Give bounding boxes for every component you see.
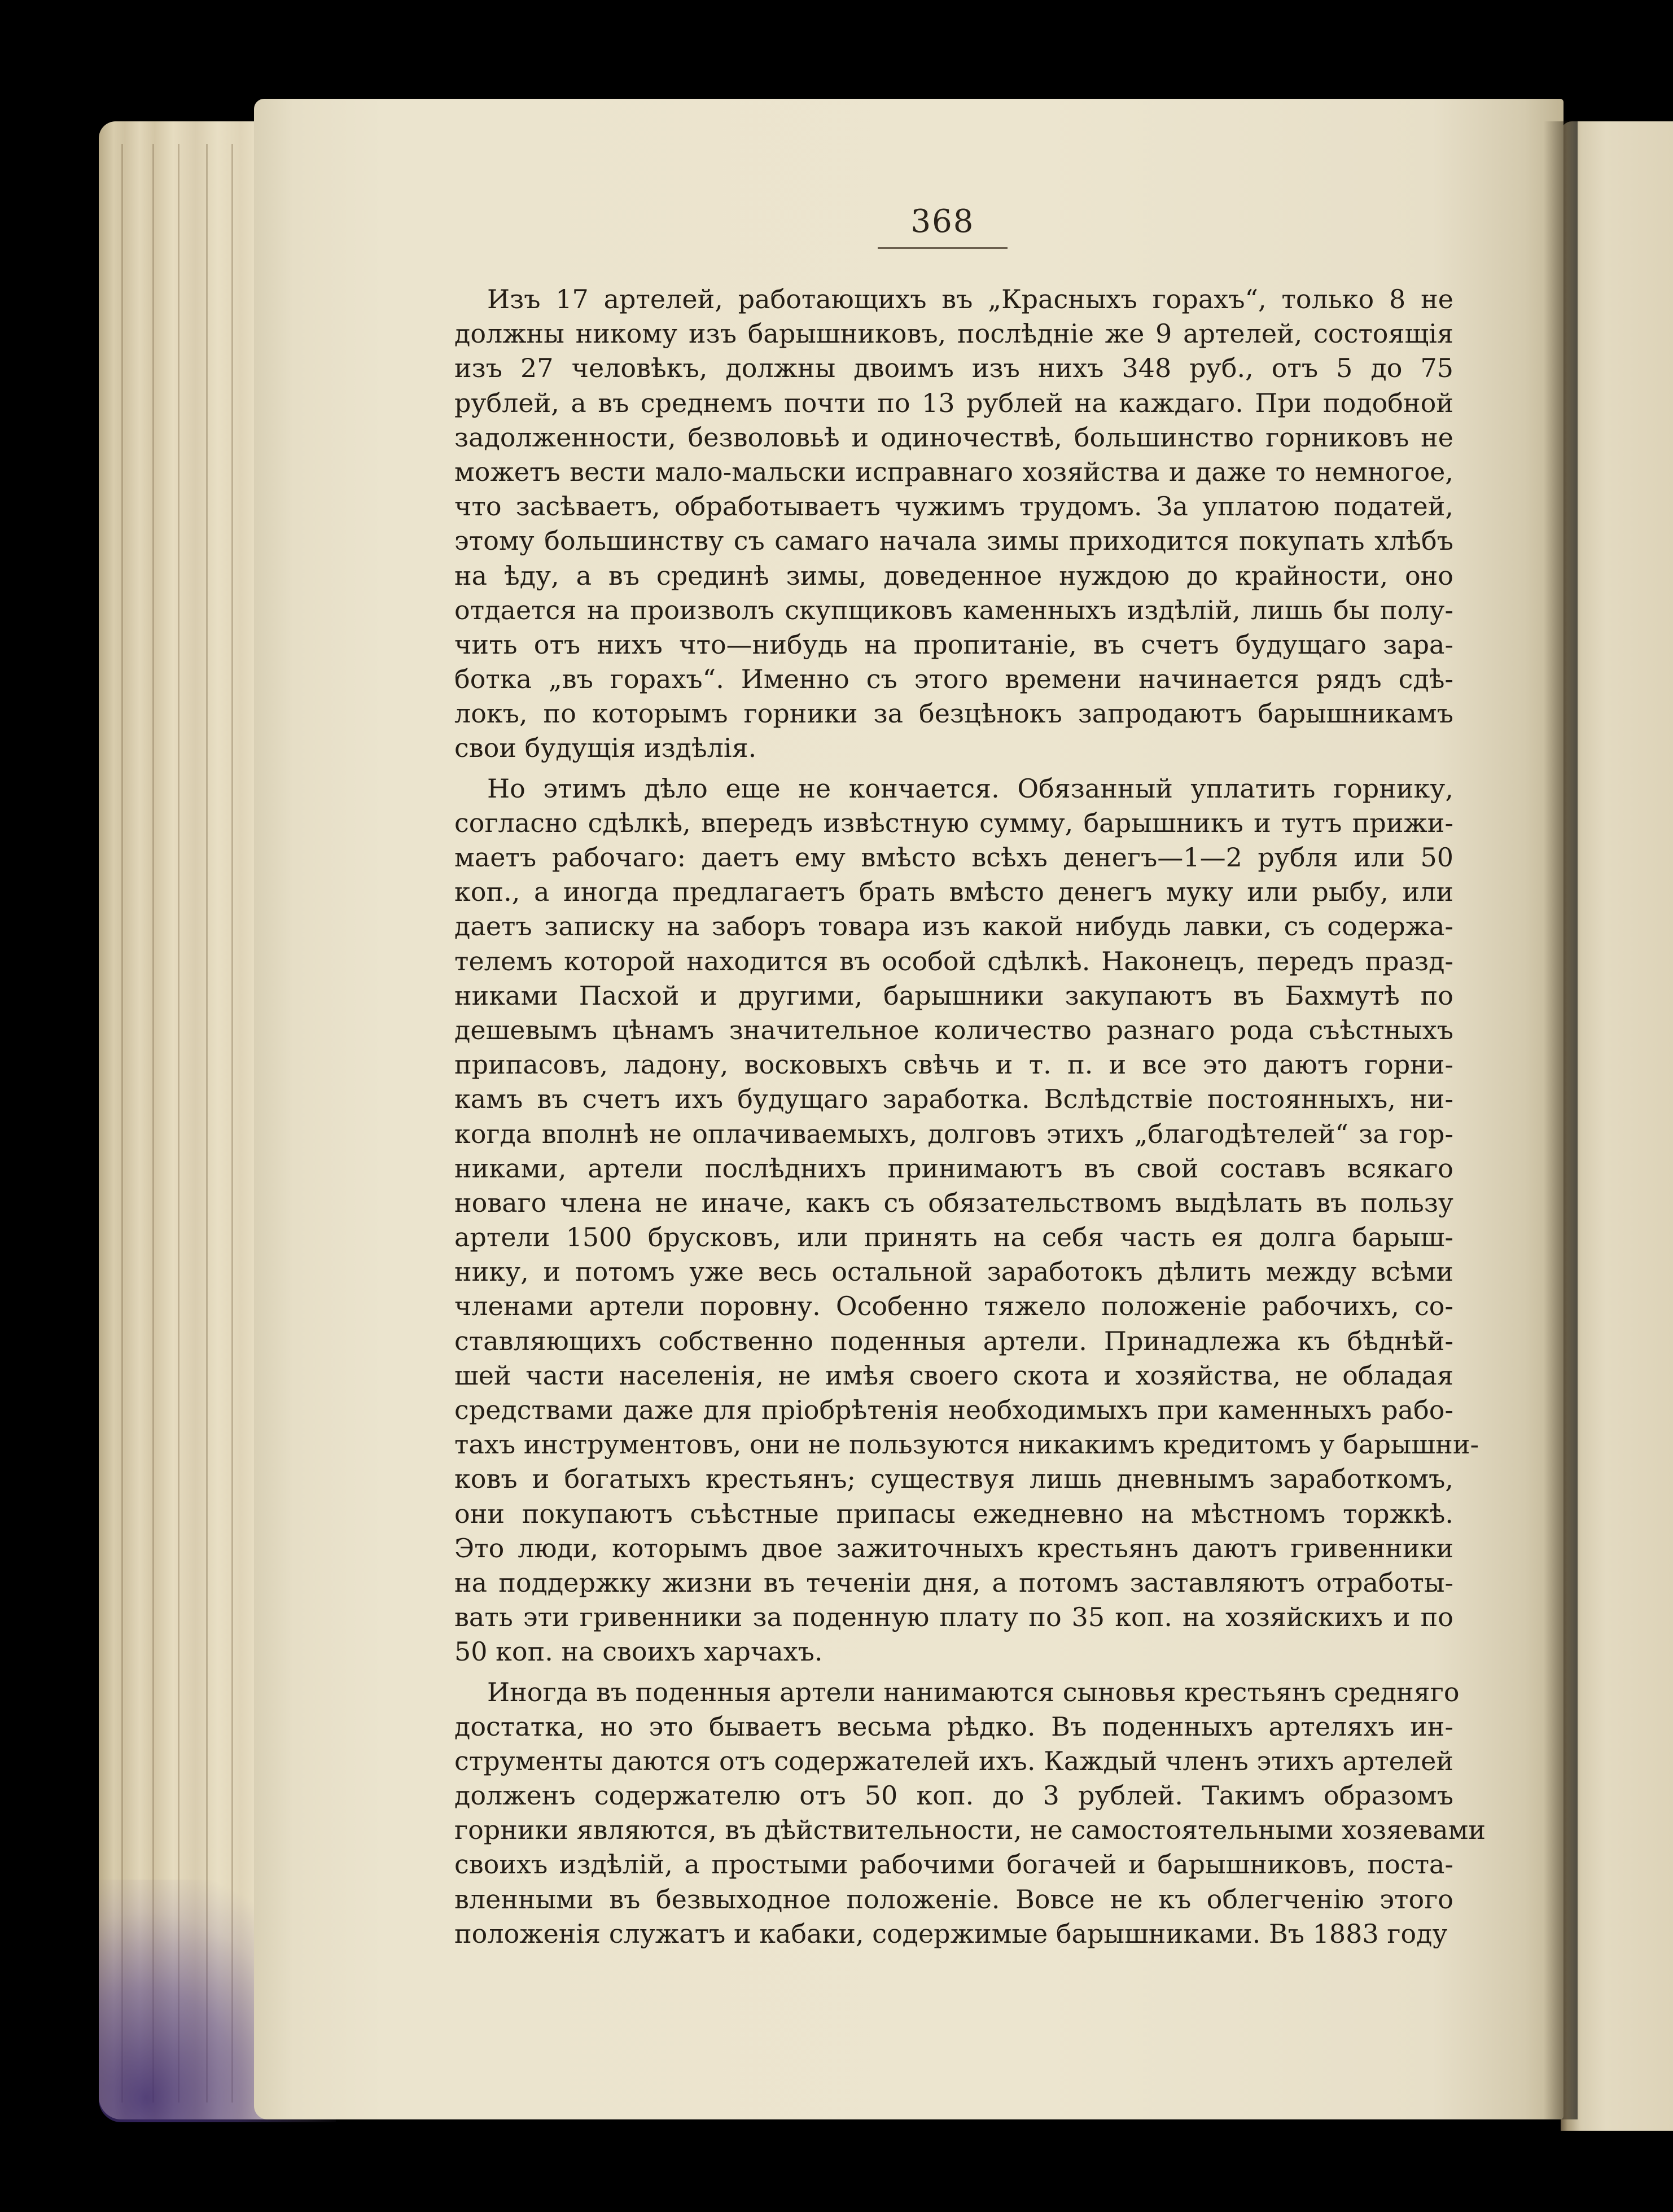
text-line: этому большинству съ самаго начала зимы приходится покупать хлѣбъ bbox=[454, 525, 1453, 557]
text-line: положенія служатъ и кабаки, содержимые барышниками. Въ 1883 году bbox=[454, 1918, 1448, 1949]
text-line: ставляющихъ собственно поденныя артели. Принадлежа къ бѣднѣй- bbox=[454, 1325, 1453, 1356]
text-line: Изъ 17 артелей, работающихъ въ „Красныхъ горахъ“, только 8 не bbox=[487, 284, 1453, 314]
text-line: согласно сдѣлкѣ, впередъ извѣстную сумму, барышникъ и тутъ прижи- bbox=[454, 807, 1453, 838]
text-line: своихъ издѣлій, а простыми рабочими богачей и барышниковъ, поста- bbox=[454, 1849, 1453, 1880]
text-line: свои будущія издѣлія. bbox=[454, 733, 757, 764]
gutter-shadow bbox=[1544, 121, 1578, 2119]
text-line: вленными въ безвыходное положеніе. Вовсе не къ облегченію этого bbox=[454, 1884, 1453, 1915]
text-line: отдается на произволъ скупщиковъ каменныхъ издѣлій, лишь бы полу- bbox=[454, 594, 1453, 625]
text-line: что засѣваетъ, обработываетъ чужимъ трудомъ. За уплатою податей, bbox=[454, 491, 1453, 522]
text-line: дешевымъ цѣнамъ значительное количество разнаго рода съѣстныхъ bbox=[454, 1014, 1453, 1045]
text-line: 50 коп. на своихъ харчахъ. bbox=[454, 1636, 823, 1667]
text-line: ковъ и богатыхъ крестьянъ; существуя лишь дневнымъ заработкомъ, bbox=[454, 1464, 1453, 1495]
text-line: камъ въ счетъ ихъ будущаго заработка. Вслѣдствіе постоянныхъ, ни- bbox=[454, 1084, 1453, 1115]
text-line: шей части населенія, не имѣя своего скота и хозяйства, не обладая bbox=[454, 1360, 1453, 1391]
text-line: членами артели поровну. Особенно тяжело положеніе рабочихъ, со- bbox=[454, 1291, 1453, 1322]
text-line: задолженности, безволовьѣ и одиночествѣ, большинство горниковъ не bbox=[454, 422, 1453, 453]
text-line: даетъ записку на заборъ товара изъ какой нибудь лавки, съ содержа- bbox=[454, 911, 1453, 942]
text-line: нику, и потомъ уже весь остальной заработокъ дѣлить между всѣми bbox=[454, 1256, 1453, 1287]
text-line: можетъ вести мало-мальски исправнаго хозяйства и даже то немногое, bbox=[454, 456, 1453, 487]
text-line: струменты даются отъ содержателей ихъ. Каждый членъ этихъ артелей bbox=[454, 1745, 1453, 1776]
text-line: тахъ инструментовъ, они не пользуются никакимъ кредитомъ у барышни- bbox=[454, 1429, 1479, 1460]
text-line: изъ 27 человѣкъ, должны двоимъ изъ нихъ 348 руб., отъ 5 до 75 bbox=[454, 353, 1453, 384]
page-number: 368 bbox=[910, 203, 975, 240]
text-line: никами Пасхой и другими, барышники закупаютъ въ Бахмутѣ по bbox=[454, 980, 1453, 1011]
text-line: новаго члена не иначе, какъ съ обязательствомъ выдѣлать въ пользу bbox=[454, 1187, 1453, 1218]
text-line: Иногда въ поденныя артели нанимаются сыновья крестьянъ средняго bbox=[487, 1676, 1460, 1707]
text-line: локъ, по которымъ горники за безцѣнокъ запродаютъ барышникамъ bbox=[454, 698, 1453, 729]
text-line: должны никому изъ барышниковъ, послѣдніе же 9 артелей, состоящія bbox=[454, 318, 1453, 349]
text-line: вать эти гривенники за поденную плату по 35 коп. на хозяйскихъ и по bbox=[454, 1602, 1453, 1633]
text-line: артели 1500 брусковъ, или принять на себя часть ея долга барыш- bbox=[454, 1222, 1453, 1253]
text-line: на поддержку жизни въ теченіи дня, а потомъ заставляютъ отработы- bbox=[454, 1567, 1453, 1598]
header-rule bbox=[878, 247, 1008, 249]
text-line: средствами даже для пріобрѣтенія необходимыхъ при каменныхъ рабо- bbox=[454, 1395, 1453, 1425]
text-line: никами, артели послѣднихъ принимаютъ въ свой составъ всякаго bbox=[454, 1153, 1453, 1184]
text-line: ботка „въ горахъ“. Именно съ этого времени начинается рядъ сдѣ- bbox=[454, 664, 1453, 695]
text-line: коп., а иногда предлагаетъ брать вмѣсто денегъ муку или рыбу, или bbox=[454, 877, 1453, 908]
text-line: достатка, но это бываетъ весьма рѣдко. Въ поденныхъ артеляхъ ин- bbox=[454, 1711, 1453, 1742]
text-line: чить отъ нихъ что—нибудь на пропитаніе, въ счетъ будущаго зара- bbox=[454, 629, 1453, 660]
text-line: на ѣду, а въ срединѣ зимы, доведенное нуждою до крайности, оно bbox=[454, 560, 1453, 591]
text-line: когда вполнѣ не оплачиваемыхъ, долговъ этихъ „благодѣтелей“ за гор- bbox=[454, 1118, 1453, 1149]
text-line: Но этимъ дѣло еще не кончается. Обязанный уплатить горнику, bbox=[487, 773, 1453, 804]
text-line: рублей, а въ среднемъ почти по 13 рублей на каждаго. При подобной bbox=[454, 387, 1453, 418]
text-line: припасовъ, ладону, восковыхъ свѣчь и т. п. и все это даютъ горни- bbox=[454, 1049, 1453, 1080]
text-line: они покупаютъ съѣстные припасы ежедневно на мѣстномъ торжкѣ. bbox=[454, 1498, 1453, 1529]
body-text bbox=[454, 282, 1486, 1951]
text-line: горники являются, въ дѣйствительности, не самостоятельными хозяевами bbox=[454, 1815, 1486, 1846]
text-line: долженъ содержателю отъ 50 коп. до 3 рублей. Такимъ образомъ bbox=[454, 1780, 1453, 1811]
text-line: телемъ которой находится въ особой сдѣлкѣ. Наконецъ, передъ празд- bbox=[454, 945, 1453, 976]
text-line: Это люди, которымъ двое зажиточныхъ крестьянъ даютъ гривенники bbox=[454, 1532, 1453, 1563]
text-line: маетъ рабочаго: даетъ ему вмѣсто всѣхъ денегъ—1—2 рубля или 50 bbox=[454, 842, 1453, 873]
